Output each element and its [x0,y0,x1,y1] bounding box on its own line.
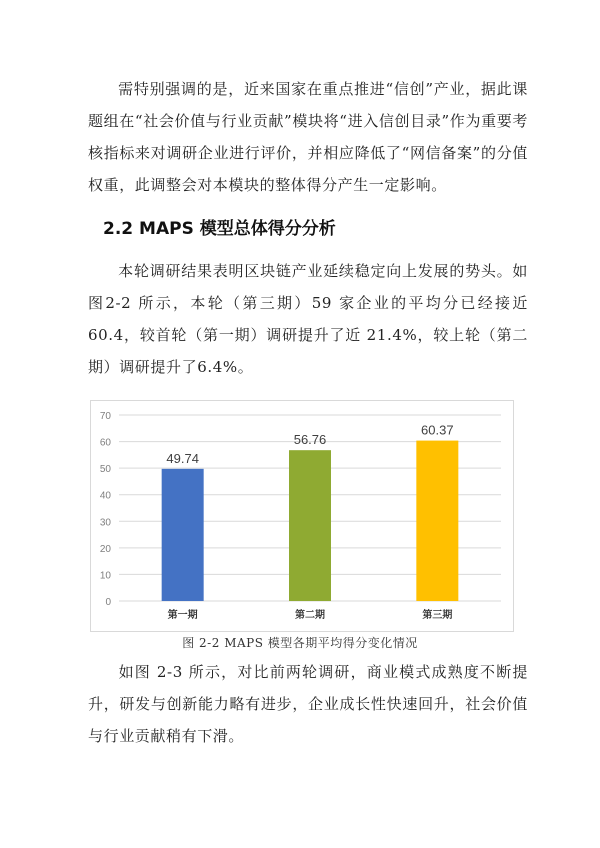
bar-value-label: 56.76 [293,432,327,448]
bar-value-label: 60.37 [421,422,454,438]
x-category-label: 第一期 [167,610,198,621]
x-category-label: 第二期 [295,610,325,621]
bar-chart [90,400,514,632]
paragraph-1-text: 需特别强调的是，近来国家在重点推进“信创”产业，据此课题组在“社会价值与行业贡献”模块将“进入信创目录”作为重要考核指标来对调研企业进行评价，并相应降低了“网信备案”的分值权重，此调整会对本模块的整体得分产生一定影响。 [88,80,528,194]
paragraph-3-text: 如图 2-3 所示，对比前两轮调研，商业模式成熟度不断提升，研发与创新能力略有进步，企业成长性快速回升，社会价值与行业贡献稍有下滑。 [88,663,528,745]
y-tick-label: 0 [105,597,111,608]
y-tick-label: 40 [99,490,111,502]
y-tick-label: 20 [99,543,111,555]
y-tick-label: 70 [99,411,111,422]
paragraph-1 [88,73,528,201]
y-tick-label: 10 [99,570,111,582]
bar [162,469,204,601]
bar-value-label: 49.74 [166,450,199,466]
figure-caption: 图 2-2 MAPS 模型各期平均得分变化情况 [182,636,418,650]
x-category-label: 第三期 [422,610,453,621]
paragraph-2 [88,255,528,383]
y-tick-label: 50 [99,464,111,476]
y-tick-label: 30 [99,517,111,529]
bar-chart-svg [91,401,513,631]
bar [416,441,458,601]
paragraph-2-text: 本轮调研结果表明区块链产业延续稳定向上发展的势头。如图2-2 所示，本轮（第三期）59 家企业的平均分已经接近 60.4，较首轮（第一期）调研提升了近 21.4%，较上轮（第二期）调研提升了6.4%。 [88,262,528,376]
paragraph-3 [88,656,528,752]
y-tick-label: 60 [99,437,111,449]
bar [289,450,331,601]
section-heading: 2.2 MAPS 模型总体得分分析 [103,219,336,239]
